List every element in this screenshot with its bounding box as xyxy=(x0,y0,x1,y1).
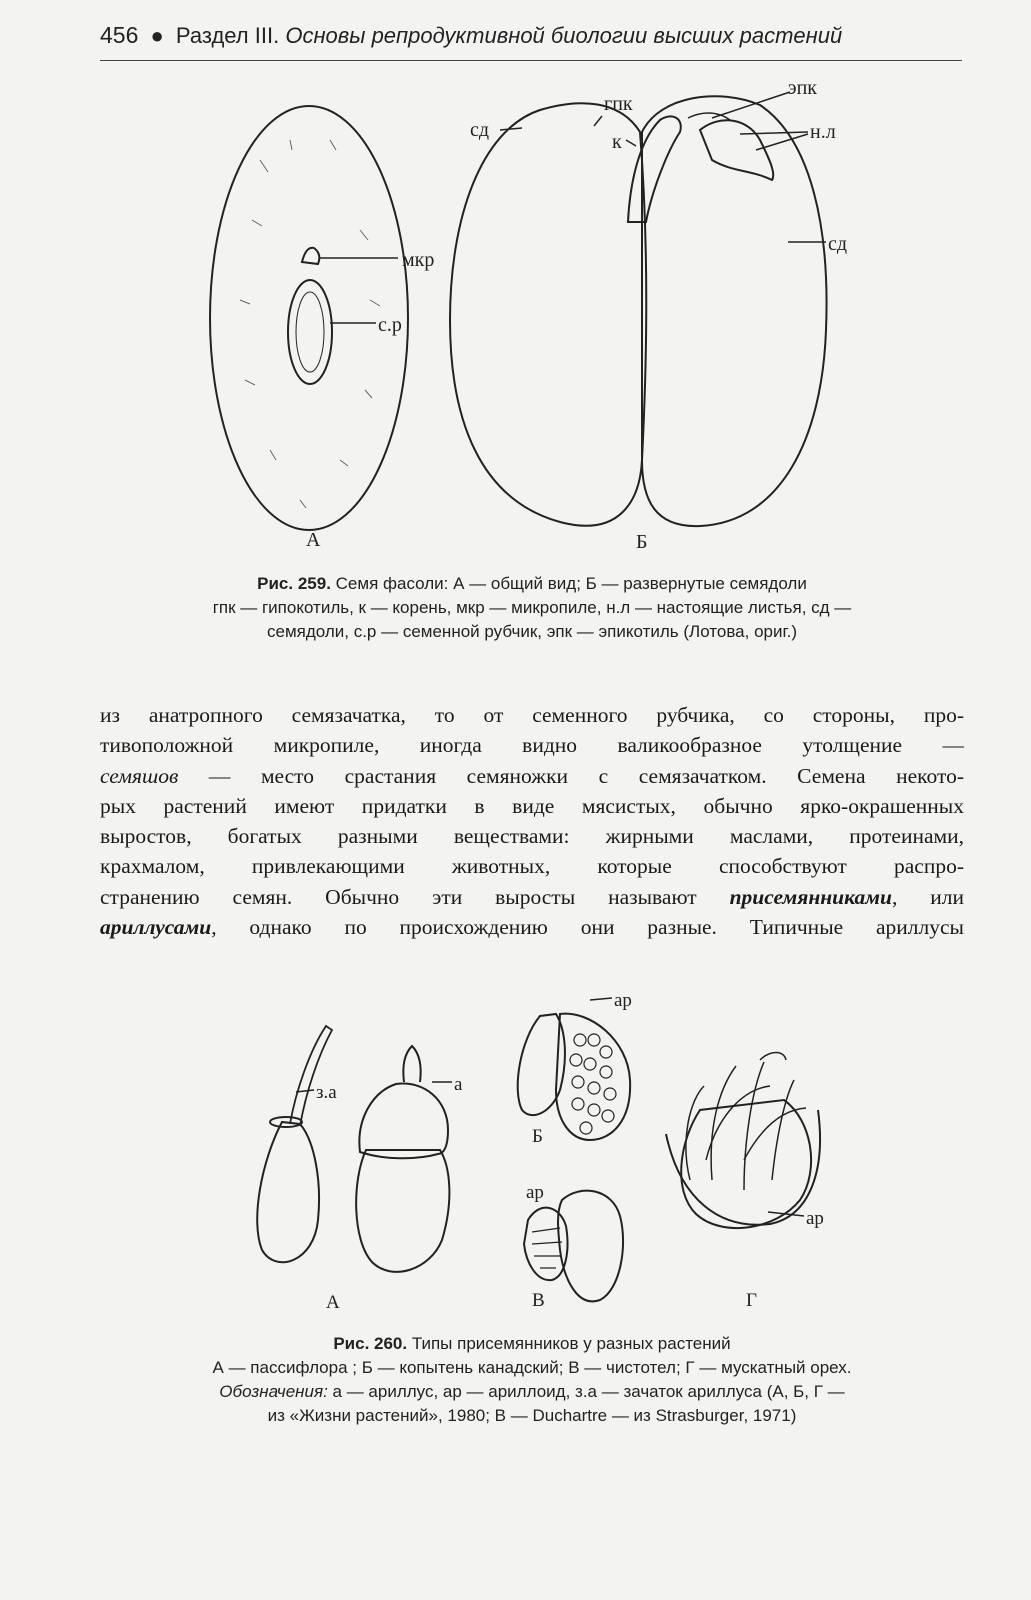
body-line: из анатропного семязачатка, то от семенного рубчика, со стороны, про- xyxy=(100,703,964,727)
section-label: Раздел III. xyxy=(175,23,280,48)
label-ar-b: ар xyxy=(614,990,632,1011)
cotyledon-right xyxy=(642,96,827,526)
micropyle-shape xyxy=(302,248,319,264)
body-line xyxy=(100,882,964,912)
panel-a-label: А xyxy=(326,1292,340,1313)
bullet-icon: ● xyxy=(150,23,164,48)
label-sd-left: сд xyxy=(470,119,490,141)
label-sr: с.р xyxy=(378,314,402,336)
label-gpk: гпк xyxy=(604,93,633,115)
figure-260 xyxy=(0,960,1031,1330)
caption-line: а — ариллус, ар — ариллоид, з.а — зачаток ариллуса (А, Б, Г — xyxy=(327,1382,845,1401)
term-seam: семяшов xyxy=(100,763,179,788)
body-line: крахмалом, привлекающими животных, которые способствуют распро- xyxy=(100,854,964,879)
nutmeg-seed xyxy=(681,1100,811,1228)
body-line-text: , однако по происхождению они разные. Типичные ариллусы xyxy=(211,915,964,940)
passiflora-seed xyxy=(257,1122,319,1262)
section-title: Основы репродуктивной биологии высших растений xyxy=(285,23,843,48)
body-line-text: — место срастания семяножки с семязачатком. Семена некото- xyxy=(178,763,964,788)
chelidonium-aril xyxy=(524,1208,567,1280)
hilum-shape xyxy=(288,280,332,384)
term-arillus: ариллусами xyxy=(100,915,212,940)
body-line: рых растений имеют придатки в виде мясистых, обычно ярко-окрашенных xyxy=(100,793,964,818)
body-line-text: , или xyxy=(891,884,964,909)
body-line-text: странению семян. Обычно эти выросты называют xyxy=(100,884,730,909)
panel-b-label: Б xyxy=(532,1126,543,1147)
label-epk: эпк xyxy=(788,77,818,99)
figure-260-caption xyxy=(100,1332,964,1428)
body-paragraph xyxy=(100,700,964,942)
caption-line: гпк — гипокотиль, к — корень, мкр — микропиле, н.л — настоящие листья, сд — xyxy=(212,598,852,617)
body-line xyxy=(100,912,964,942)
hypocotyl-shape xyxy=(628,116,681,222)
figure-259-caption xyxy=(100,572,964,644)
caption-line: Типы присемянников у разных растений xyxy=(411,1334,731,1353)
panel-b-label: Б xyxy=(636,531,648,553)
label-k: к xyxy=(612,131,622,153)
caption-legend-label: Обозначения: xyxy=(219,1382,328,1401)
hilum-inner xyxy=(296,292,324,372)
label-ar-g: ар xyxy=(806,1208,824,1229)
panel-v-label: В xyxy=(532,1290,545,1311)
page-number: 456 xyxy=(100,22,139,48)
asarum-aril xyxy=(556,1014,630,1140)
body-line xyxy=(100,761,964,791)
caption-label: Рис. 259. xyxy=(257,574,331,593)
panel-a-label: А xyxy=(306,529,321,551)
caption-line: из «Жизни растений», 1980; В — Duchartre — из Strasburger, 1971) xyxy=(267,1406,797,1425)
label-mkr: мкр xyxy=(402,249,435,271)
label-nl: н.л xyxy=(810,121,836,143)
caption-label: Рис. 260. xyxy=(333,1334,408,1353)
label-za: з.а xyxy=(316,1082,337,1103)
aril-seed xyxy=(356,1150,449,1272)
caption-line: семядоли, с.р — семенной рубчик, эпк — эпикотиль (Лотова, ориг.) xyxy=(267,622,797,641)
caption-line: А — пассифлора ; Б — копытень канадский; В — чистотел; Г — мускатный орех. xyxy=(212,1358,852,1377)
body-line: выростов, богатых разными веществами: жирными маслами, протеинами, xyxy=(100,824,964,849)
label-a: а xyxy=(454,1074,463,1095)
true-leaves-shape xyxy=(700,120,773,180)
body-line: тивоположной микропиле, иногда видно валикообразное утолщение — xyxy=(100,733,964,758)
term-arils: присемянниками xyxy=(729,884,892,909)
label-ar-v: ар xyxy=(526,1182,544,1203)
cotyledon-left xyxy=(450,103,646,526)
panel-g-label: Г xyxy=(746,1290,757,1311)
label-sd-right: сд xyxy=(828,233,848,255)
caption-line: Семя фасоли: А — общий вид; Б — развернутые семядоли xyxy=(335,574,807,593)
